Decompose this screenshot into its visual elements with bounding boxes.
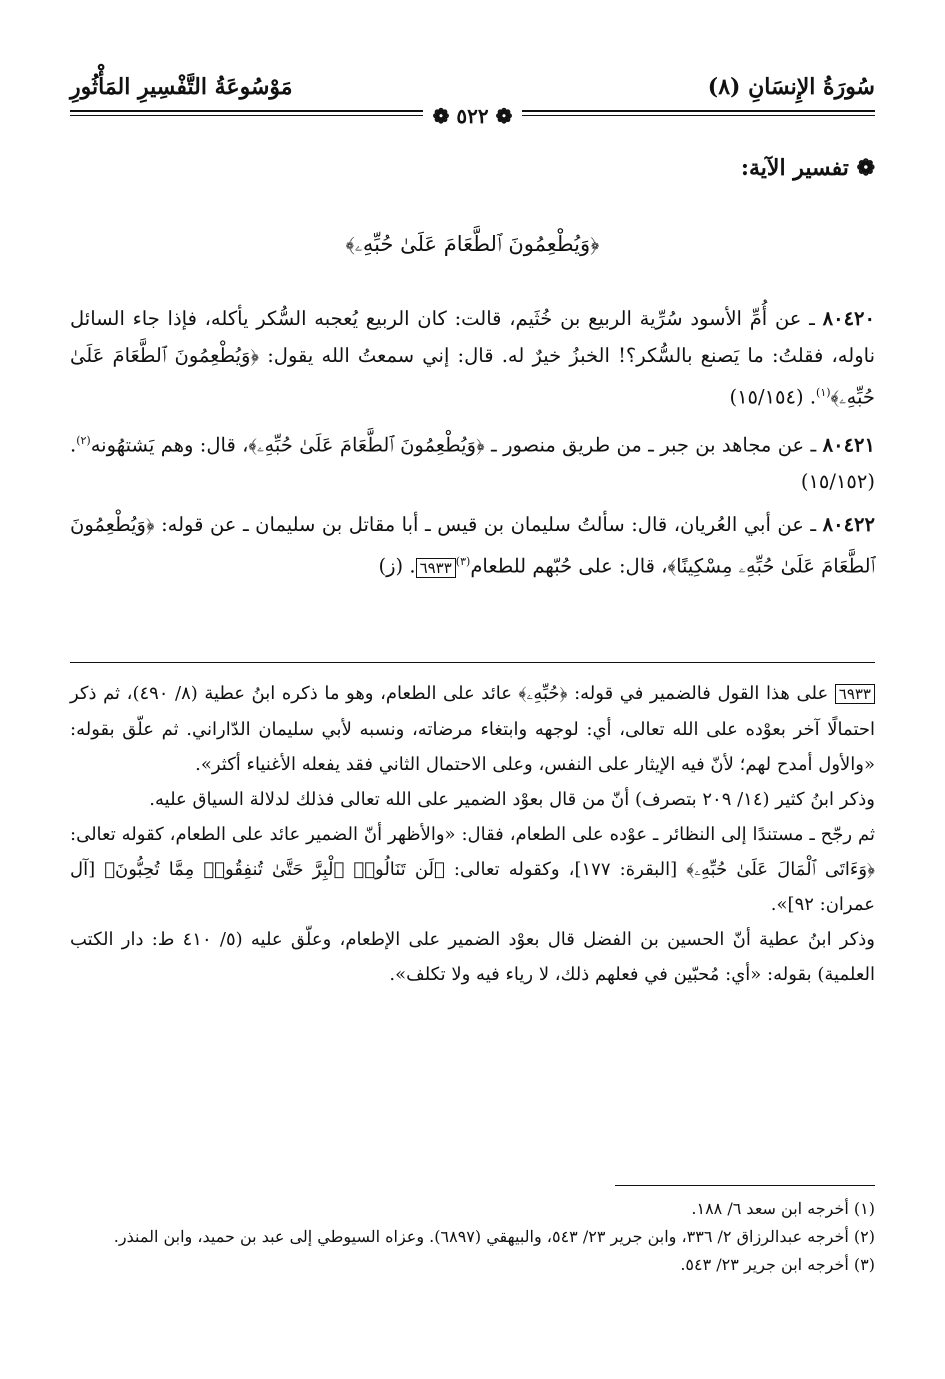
footnote-marker: (٢) <box>76 433 91 447</box>
note-paragraph: ثم رجّح ـ مستندًا إلى النظائر ـ عوْده على الطعام، فقال: «والأظهر أنّ الضمير عائد على الطعام، كقوله تعالى: ﴿وَءَاتَى ٱلْمَالَ عَلَىٰ حُبِّهِۦ﴾ [البقرة: ١٧٧]، وكقوله تعالى: ﴿لَن تَنَالُوا۟ ٱلْبِرَّ حَتَّىٰ تُنفِقُوا۟ مِمَّا تُحِبُّونَ﴾ [آل عمران: ٩٢]». <box>70 824 875 915</box>
section-title: ❁ تفسير الآية: <box>740 155 875 181</box>
entry-reference: . (١٥/١٥٤) <box>729 385 817 409</box>
entry-number: ٨٠٤٢٠ <box>822 307 875 330</box>
narrations <box>70 300 875 587</box>
footnotes-separator <box>615 1185 875 1186</box>
entry-text: ـ عن مجاهد بن جبر ـ من طريق منصور ـ ﴿وَيُطْعِمُونَ ٱلطَّعَامَ عَلَىٰ حُبِّهِۦ﴾، قال: وهم يَشتهُونه <box>90 433 823 456</box>
footnote: (٢) أخرجه عبدالرزاق ٢/ ٣٣٦، وابن جرير ٢٣/ ٥٤٣، والبيهقي (٦٨٩٧). وعزاه السيوطي إلى عبد بن حميد، وابن المنذر. <box>113 1227 875 1246</box>
note-number-box: ٦٩٣٣ <box>835 684 875 704</box>
surah-title: سُورَةُ الإِنسَانِ (٨) <box>707 74 875 100</box>
narration-entry <box>70 300 875 416</box>
footnote-marker: (١) <box>816 386 831 399</box>
footnote: (٣) أخرجه ابن جرير ٢٣/ ٥٤٣. <box>680 1255 875 1274</box>
entry-reference: . (ز) <box>378 554 416 578</box>
page-header <box>70 70 875 128</box>
narration-entry <box>70 422 875 501</box>
footnote-marker: (٣) <box>455 555 471 568</box>
footnotes <box>70 1195 875 1279</box>
entry-text: ـ عن أُمِّ الأسود سُرِّية الربيع بن خُثَيم، قالت: كان الربيع يُعجبه السُّكر يأكله، فإذا جاء السائل ناوله، فقلتُ: ما يَصنع بالسُّكر؟! الخبزُ خيرٌ له. قال: إني سمعتُ الله يقول: ﴿وَيُطْعِمُونَ ٱلطَّعَامَ عَلَىٰ حُبِّهِۦ﴾ <box>70 307 875 409</box>
entry-reference: . (١٥/١٥٢) <box>70 433 875 493</box>
entry-text: ـ عن أبي العُريان، قال: سألتُ سليمان بن قيس ـ أبا مقاتل بن سليمان ـ عن قوله: ﴿وَيُطْعِمُونَ ٱلطَّعَامَ عَلَىٰ حُبِّهِۦ مِسْكِينًا﴾، قال: على حُبّهم للطعام <box>70 513 875 578</box>
note-paragraph: وذكر ابنُ كثير (١٤/ ٢٠٩ بتصرف) أنّ من قال بعوْد الضمير على الله تعالى فذلك لدلالة السياق عليه. <box>149 789 875 810</box>
entry-number: ٨٠٤٢١ <box>822 433 875 456</box>
quran-verse: ﴿وَيُطْعِمُونَ ٱلطَّعَامَ عَلَىٰ حُبِّهِۦ﴾ <box>345 232 600 256</box>
editor-note <box>70 676 875 992</box>
notes-separator <box>70 662 875 663</box>
page-number: ❁ ٥٢٢ ❁ <box>423 104 523 128</box>
book-title: مَوْسُوعَةُ التَّفْسِيرِ المَأْثُورِ <box>70 74 293 100</box>
note-paragraph <box>70 676 875 782</box>
note-text: على هذا القول فالضمير في قوله: ﴿حُبِّهِۦ﴾ عائد على الطعام، وهو ما ذكره ابنُ عطية (٨/ ٤٩٠)، ثم ذكر احتمالًا آخر بعوْده على الله تعالى، أي: لوجهه وابتغاء مرضاته، ونسبه لأبي سليمان الدّاراني. ثم علّق بقوله: «والأول أمدح لهم؛ لأنّ فيه الإيثار على النفس، وعلى الاحتمال الثاني فقد يفعله الأغنياء أكثر». <box>70 683 875 775</box>
entry-number: ٨٠٤٢٢ <box>822 513 875 536</box>
narration-entry <box>70 506 875 587</box>
note-reference-box: ٦٩٣٣ <box>416 558 456 578</box>
note-paragraph: وذكر ابنُ عطية أنّ الحسين بن الفضل قال بعوْد الضمير على الإطعام، وعلّق عليه (٥/ ٤١٠ ط: دار الكتب العلمية) بقوله: «أي: مُحبّين في فعلهم ذلك، لا رياء فيه ولا تكلف». <box>70 929 875 985</box>
footnote: (١) أخرجه ابن سعد ٦/ ١٨٨. <box>691 1199 875 1218</box>
